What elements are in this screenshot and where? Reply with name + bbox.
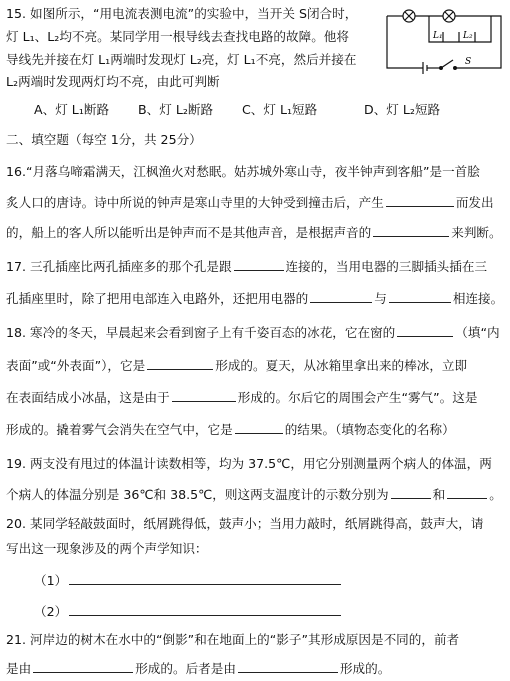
q16-line3-text: 的，船上的客人所以能听出是钟声而不是其他声音，是根据声音的 xyxy=(6,225,372,240)
q17-line1-text: 17. 三孔插座比两孔插座多的那个孔是跟 xyxy=(6,259,232,274)
q18-line1 xyxy=(6,324,500,341)
label-s: S xyxy=(465,57,472,67)
label-l1: L₁ xyxy=(433,31,443,41)
q16-blank-1[interactable] xyxy=(386,194,454,207)
q16-line3 xyxy=(6,224,502,241)
q17-line2-end: 相连接。 xyxy=(452,291,504,306)
label-l2: L₂ xyxy=(463,31,473,41)
section-heading: 二、填空题（每空 1分，共 25分） xyxy=(6,132,202,147)
q18-line1-text: 18. 寒冷的冬天，早晨起来会看到窗子上有千姿百态的冰花，它在窗的 xyxy=(6,325,396,340)
q17-line2-mid: 与 xyxy=(374,291,387,306)
q20-line2: 写出这一现象涉及的两个声学知识： xyxy=(6,541,208,556)
q19-blank-1[interactable] xyxy=(391,486,431,499)
q21-line2-text: 是由 xyxy=(6,661,32,676)
q15-line1: 15. 如图所示，“用电流表测电流”的实验中，当开关 S闭合时， xyxy=(6,6,358,21)
q15-option-a: A、灯 L₁断路 xyxy=(34,102,110,117)
q20-item2-label: （2） xyxy=(34,604,68,619)
q18-line2 xyxy=(6,357,467,374)
switch-icon xyxy=(441,60,453,68)
q16-line2-text: 炙人口的唐诗。诗中所说的钟声是寒山寺里的大钟受到撞击后，产生 xyxy=(6,195,384,210)
q18-line1-end: （填“内 xyxy=(455,325,500,340)
circuit-wire-left xyxy=(387,16,423,68)
q18-line2-end: 形成的。夏天，从冰箱里拿出来的棒冰，立即 xyxy=(215,358,468,373)
q17-line2 xyxy=(6,290,503,307)
q15-option-d: D、灯 L₂短路 xyxy=(364,102,441,117)
q19-line2-mid: 和 xyxy=(432,487,446,502)
q21-line1: 21. 河岸边的树木在水中的“倒影”和在地面上的“影子”其形成原因是不同的，前者 xyxy=(6,632,460,647)
q20-item2 xyxy=(34,603,343,620)
q18-line3 xyxy=(6,389,477,406)
q15-line2: 灯 L₁、L₂均不亮。某同学用一根导线去查找电路的故障。他将 xyxy=(6,29,349,44)
q21-blank-1[interactable] xyxy=(33,660,133,673)
q16-line2-end: 而发出 xyxy=(455,195,494,210)
q17-line2-text: 孔插座里时，除了把用电部连入电路外，还把用电器的 xyxy=(6,291,309,306)
q16-line3-end: 来判断。 xyxy=(451,225,502,240)
q16-line2 xyxy=(6,194,494,211)
q18-line3-text: 在表面结成小冰晶，这是由于 xyxy=(6,390,170,405)
q15-option-b: B、灯 L₂断路 xyxy=(138,102,214,117)
q16-line1: 16.“月落乌啼霜满天，江枫渔火对愁眠。姑苏城外寒山寺，夜半钟声到客船”是一首脍 xyxy=(6,164,480,179)
q20-item1 xyxy=(34,572,343,589)
q17-line1-end: 连接的，当用电器的三脚插头插在三 xyxy=(285,259,488,274)
q20-item1-label: （1） xyxy=(34,573,68,588)
q15-option-c: C、灯 L₁短路 xyxy=(242,102,318,117)
q15-options xyxy=(34,102,440,118)
q18-line3-end: 形成的。尔后它的周围会产生“雾气”。这是 xyxy=(237,390,478,405)
q21-line2-mid: 形成的。后者是由 xyxy=(135,661,236,676)
q21-blank-2[interactable] xyxy=(238,660,338,673)
q19-line2-end: 。 xyxy=(489,487,502,502)
q15-line3: 导线先并接在灯 L₁两端时发现灯 L₂亮，灯 L₁不亮，然后并接在 xyxy=(6,52,357,67)
q17-line1 xyxy=(6,258,487,275)
q18-line4-text: 形成的。撬着雾气会消失在空气中，它是 xyxy=(6,422,233,437)
q18-blank-2[interactable] xyxy=(147,357,213,370)
q17-blank-2[interactable] xyxy=(310,290,372,303)
q19-line1: 19. 两支没有甩过的体温计读数相等，均为 37.5℃，用它分别测量两个病人的体温，两 xyxy=(6,456,492,471)
q15-line4: L₂两端时发现两灯均不亮，由此可判断 xyxy=(6,74,220,89)
q16-blank-2[interactable] xyxy=(373,224,449,237)
q20-line1: 20. 某同学轻敲鼓面时，纸屑跳得低，鼓声小；当用力敲时，纸屑跳得高，鼓声大，请 xyxy=(6,516,484,531)
q21-line2 xyxy=(6,660,390,677)
q20-blank-2[interactable] xyxy=(69,603,341,616)
circuit-diagram xyxy=(383,2,505,80)
q18-blank-4[interactable] xyxy=(235,421,283,434)
q19-line2 xyxy=(6,486,502,503)
q18-blank-3[interactable] xyxy=(172,389,236,402)
q17-blank-3[interactable] xyxy=(389,290,451,303)
q17-blank-1[interactable] xyxy=(234,258,284,271)
q18-line4 xyxy=(6,421,455,438)
q19-blank-2[interactable] xyxy=(447,486,487,499)
q21-line2-end: 形成的。 xyxy=(339,661,391,676)
q20-blank-1[interactable] xyxy=(69,572,341,585)
q19-line2-text: 个病人的体温分别是 36℃和 38.5℃，则这两支温度计的示数分别为 xyxy=(6,487,389,502)
q18-line4-end: 的结果。（填物态变化的名称） xyxy=(284,422,455,437)
q18-line2-text: 表面”或“外表面”），它是 xyxy=(6,358,146,373)
battery-icon xyxy=(423,62,427,74)
q18-blank-1[interactable] xyxy=(397,324,453,337)
